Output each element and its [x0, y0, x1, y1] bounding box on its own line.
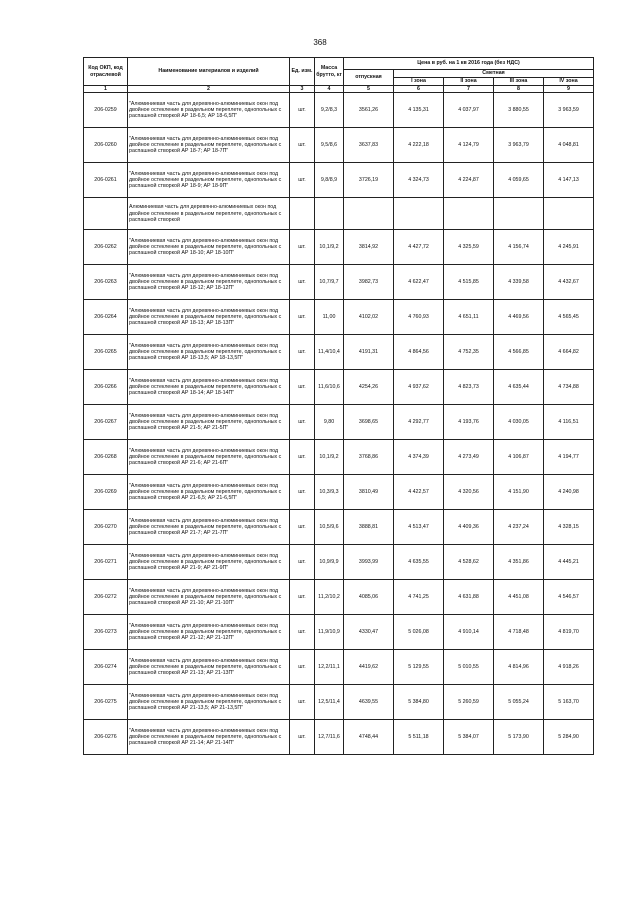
row-zone-1-price: 4 135,31 — [394, 93, 444, 128]
row-code: 206-0267 — [84, 405, 128, 440]
row-name: "Алюминиевая часть для деревянно-алюминиевых окон под двойное остекление в раздельном переплете, однопольных с распашной створкой АР 21-12; АР 21-12П" — [128, 615, 290, 650]
row-unit — [290, 198, 315, 230]
row-zone-1-price — [394, 198, 444, 230]
row-name: "Алюминиевая часть для деревянно-алюминиевых окон под двойное остекление в раздельном переплете, однопольных с распашной створкой АР 18-10; АР 18-10П" — [128, 230, 290, 265]
row-zone-4-price: 4 819,70 — [544, 615, 594, 650]
row-code: 206-0275 — [84, 685, 128, 720]
row-mass: 11,6/10,6 — [315, 370, 344, 405]
row-zone-1-price: 4 324,73 — [394, 163, 444, 198]
row-zone-1-price: 4 864,56 — [394, 335, 444, 370]
row-mass: 12,2/11,1 — [315, 650, 344, 685]
row-code: 206-0268 — [84, 440, 128, 475]
header-mass: Масса брутто, кг — [315, 58, 344, 86]
row-zone-4-price: 4 116,51 — [544, 405, 594, 440]
row-zone-3-price: 4 469,56 — [494, 300, 544, 335]
row-mass: 11,4/10,4 — [315, 335, 344, 370]
column-number-row — [84, 86, 594, 93]
row-zone-4-price: 4 432,67 — [544, 265, 594, 300]
table-row — [84, 650, 594, 685]
table-row — [84, 335, 594, 370]
row-unit: шт. — [290, 230, 315, 265]
row-name: "Алюминиевая часть для деревянно-алюминиевых окон под двойное остекление в раздельном переплете, однопольных с распашной створкой АР 21-9; АР 21-9П" — [128, 545, 290, 580]
row-name: "Алюминиевая часть для деревянно-алюминиевых окон под двойное остекление в раздельном переплете, однопольных с распашной створкой АР 21-6; АР 21-6П" — [128, 440, 290, 475]
header-estimate: Сметная — [394, 70, 594, 78]
header-price-title: Цена в руб. на 1 кв 2016 года (без НДС) — [344, 58, 594, 70]
row-name: "Алюминиевая часть для деревянно-алюминиевых окон под двойное остекление в раздельном переплете, однопольных с распашной створкой АР 18-9; АР 18-9П" — [128, 163, 290, 198]
row-unit: шт. — [290, 300, 315, 335]
page-number: 368 — [313, 38, 327, 47]
row-zone-1-price: 5 026,08 — [394, 615, 444, 650]
row-zone-2-price: 4 193,76 — [444, 405, 494, 440]
row-zone-3-price: 4 237,24 — [494, 510, 544, 545]
row-name: "Алюминиевая часть для деревянно-алюминиевых окон под двойное остекление в раздельном переплете, однопольных с распашной створкой АР 18-7; АР 18-7П" — [128, 128, 290, 163]
row-release-price: 4102,02 — [344, 300, 394, 335]
row-zone-1-price: 4 635,55 — [394, 545, 444, 580]
header-code: Код ОКП, код отраслевой — [84, 58, 128, 86]
row-unit: шт. — [290, 685, 315, 720]
row-zone-2-price: 4 037,97 — [444, 93, 494, 128]
row-unit: шт. — [290, 93, 315, 128]
table-row — [84, 685, 594, 720]
table-row — [84, 580, 594, 615]
row-zone-1-price: 4 374,39 — [394, 440, 444, 475]
row-code: 206-0271 — [84, 545, 128, 580]
row-release-price: 4085,06 — [344, 580, 394, 615]
table-row — [84, 300, 594, 335]
row-zone-4-price: 4 194,77 — [544, 440, 594, 475]
row-mass: 10,7/9,7 — [315, 265, 344, 300]
row-zone-3-price: 4 339,58 — [494, 265, 544, 300]
header-zone-3: III зона — [494, 78, 544, 86]
row-release-price: 3561,26 — [344, 93, 394, 128]
row-zone-3-price — [494, 198, 544, 230]
row-zone-3-price: 4 814,96 — [494, 650, 544, 685]
row-name: "Алюминиевая часть для деревянно-алюминиевых окон под двойное остекление в раздельном переплете, однопольных с распашной створкой АР 21-14; АР 21-14П" — [128, 720, 290, 755]
row-zone-3-price: 3 963,79 — [494, 128, 544, 163]
header-zone-4: IV зона — [544, 78, 594, 86]
row-zone-2-price: 4 124,79 — [444, 128, 494, 163]
row-mass: 10,9/9,9 — [315, 545, 344, 580]
row-code: 206-0276 — [84, 720, 128, 755]
row-unit: шт. — [290, 370, 315, 405]
row-name: "Алюминиевая часть для деревянно-алюминиевых окон под двойное остекление в раздельном переплете, однопольных с распашной створкой АР 18-12; АР 18-12П" — [128, 265, 290, 300]
row-zone-2-price: 5 010,55 — [444, 650, 494, 685]
row-zone-2-price: 4 320,56 — [444, 475, 494, 510]
row-code: 206-0263 — [84, 265, 128, 300]
row-release-price: 3982,73 — [344, 265, 394, 300]
row-zone-3-price: 4 451,08 — [494, 580, 544, 615]
row-unit: шт. — [290, 475, 315, 510]
column-number: 1 — [84, 86, 128, 93]
row-zone-4-price: 4 328,15 — [544, 510, 594, 545]
row-unit: шт. — [290, 163, 315, 198]
row-mass: 9,5/8,6 — [315, 128, 344, 163]
row-unit: шт. — [290, 265, 315, 300]
row-release-price — [344, 198, 394, 230]
table-row — [84, 510, 594, 545]
row-zone-2-price: 4 409,36 — [444, 510, 494, 545]
row-code: 206-0266 — [84, 370, 128, 405]
table-row — [84, 720, 594, 755]
row-code: 206-0270 — [84, 510, 128, 545]
row-zone-2-price: 4 515,85 — [444, 265, 494, 300]
row-name: "Алюминиевая часть для деревянно-алюминиевых окон под двойное остекление в раздельном переплете, однопольных с распашной створкой АР 21-13; АР 21-13П" — [128, 650, 290, 685]
row-zone-3-price: 4 106,87 — [494, 440, 544, 475]
row-zone-2-price: 4 528,62 — [444, 545, 494, 580]
row-zone-4-price: 4 147,13 — [544, 163, 594, 198]
row-zone-4-price: 3 963,59 — [544, 93, 594, 128]
table-row — [84, 440, 594, 475]
row-code: 206-0260 — [84, 128, 128, 163]
table-row — [84, 128, 594, 163]
row-mass: 9,2/8,3 — [315, 93, 344, 128]
row-release-price: 3698,65 — [344, 405, 394, 440]
row-zone-1-price: 5 511,18 — [394, 720, 444, 755]
table-row — [84, 615, 594, 650]
row-name: "Алюминиевая часть для деревянно-алюминиевых окон под двойное остекление в раздельном переплете, однопольных с распашной створкой АР 21-7; АР 21-7П" — [128, 510, 290, 545]
table-row — [84, 475, 594, 510]
row-zone-2-price: 4 325,59 — [444, 230, 494, 265]
row-zone-2-price: 5 260,59 — [444, 685, 494, 720]
row-release-price: 4748,44 — [344, 720, 394, 755]
row-zone-4-price: 4 918,26 — [544, 650, 594, 685]
row-zone-3-price: 4 351,86 — [494, 545, 544, 580]
row-name: "Алюминиевая часть для деревянно-алюминиевых окон под двойное остекление в раздельном переплете, однопольных с распашной створкой АР 18-13; АР 18-13П" — [128, 300, 290, 335]
row-name: "Алюминиевая часть для деревянно-алюминиевых окон под двойное остекление в раздельном переплете, однопольных с распашной створкой АР 18-14; АР 18-14П" — [128, 370, 290, 405]
row-zone-1-price: 4 422,57 — [394, 475, 444, 510]
table-row — [84, 370, 594, 405]
group-note: Алюминиевая часть для деревянно-алюминиевых окон под двойное остекление в раздельном переплете, однопольных с распашной створкой — [128, 198, 290, 230]
row-zone-1-price: 4 292,77 — [394, 405, 444, 440]
row-zone-4-price: 4 445,21 — [544, 545, 594, 580]
row-mass: 10,1/9,2 — [315, 440, 344, 475]
row-release-price: 4639,55 — [344, 685, 394, 720]
row-zone-3-price: 3 880,55 — [494, 93, 544, 128]
table-row — [84, 545, 594, 580]
row-zone-1-price: 5 129,55 — [394, 650, 444, 685]
row-mass — [315, 198, 344, 230]
row-zone-2-price: 4 752,35 — [444, 335, 494, 370]
column-number: 8 — [494, 86, 544, 93]
row-zone-1-price: 4 760,93 — [394, 300, 444, 335]
row-zone-2-price: 4 224,87 — [444, 163, 494, 198]
row-mass: 10,3/9,3 — [315, 475, 344, 510]
row-name: "Алюминиевая часть для деревянно-алюминиевых окон под двойное остекление в раздельном переплете, однопольных с распашной створкой АР 21-10; АР 21-10П" — [128, 580, 290, 615]
row-mass: 10,1/9,2 — [315, 230, 344, 265]
row-zone-2-price: 4 273,49 — [444, 440, 494, 475]
table-row — [84, 405, 594, 440]
row-mass: 11,2/10,2 — [315, 580, 344, 615]
row-zone-4-price: 4 048,81 — [544, 128, 594, 163]
row-unit: шт. — [290, 440, 315, 475]
row-code: 206-0269 — [84, 475, 128, 510]
row-release-price: 3637,83 — [344, 128, 394, 163]
row-unit: шт. — [290, 545, 315, 580]
row-release-price: 3810,49 — [344, 475, 394, 510]
row-code: 206-0264 — [84, 300, 128, 335]
row-zone-2-price: 4 651,11 — [444, 300, 494, 335]
row-zone-2-price: 5 384,07 — [444, 720, 494, 755]
row-zone-1-price: 5 384,80 — [394, 685, 444, 720]
row-name: "Алюминиевая часть для деревянно-алюминиевых окон под двойное остекление в раздельном переплете, однопольных с распашной створкой АР 18-13,5; АР 18-13,5П" — [128, 335, 290, 370]
row-unit: шт. — [290, 615, 315, 650]
header-unit: Ед. изм. — [290, 58, 315, 86]
row-zone-3-price: 4 635,44 — [494, 370, 544, 405]
column-number: 7 — [444, 86, 494, 93]
column-number: 3 — [290, 86, 315, 93]
row-zone-1-price: 4 427,72 — [394, 230, 444, 265]
row-code — [84, 198, 128, 230]
row-release-price: 4330,47 — [344, 615, 394, 650]
row-zone-3-price: 4 566,85 — [494, 335, 544, 370]
row-mass: 10,5/9,6 — [315, 510, 344, 545]
row-code: 206-0272 — [84, 580, 128, 615]
column-number: 9 — [544, 86, 594, 93]
column-number: 4 — [315, 86, 344, 93]
table-row — [84, 93, 594, 128]
row-zone-3-price: 5 173,90 — [494, 720, 544, 755]
row-zone-1-price: 4 513,47 — [394, 510, 444, 545]
table-row — [84, 265, 594, 300]
row-release-price: 3888,81 — [344, 510, 394, 545]
row-unit: шт. — [290, 720, 315, 755]
row-zone-2-price — [444, 198, 494, 230]
row-unit: шт. — [290, 128, 315, 163]
row-zone-1-price: 4 222,18 — [394, 128, 444, 163]
table-row — [84, 230, 594, 265]
row-zone-4-price: 4 565,45 — [544, 300, 594, 335]
row-mass: 12,5/11,4 — [315, 685, 344, 720]
row-code: 206-0262 — [84, 230, 128, 265]
row-unit: шт. — [290, 510, 315, 545]
row-zone-3-price: 4 156,74 — [494, 230, 544, 265]
row-zone-2-price: 4 631,88 — [444, 580, 494, 615]
row-zone-4-price: 4 664,82 — [544, 335, 594, 370]
row-unit: шт. — [290, 335, 315, 370]
row-release-price: 3726,19 — [344, 163, 394, 198]
header-zone-1: I зона — [394, 78, 444, 86]
row-zone-4-price: 4 240,98 — [544, 475, 594, 510]
header-zone-2: II зона — [444, 78, 494, 86]
header-release: отпускная — [344, 70, 394, 86]
row-code: 206-0265 — [84, 335, 128, 370]
group-note-row — [84, 198, 594, 230]
row-name: "Алюминиевая часть для деревянно-алюминиевых окон под двойное остекление в раздельном переплете, однопольных с распашной створкой АР 21-5; АР 21-5П" — [128, 405, 290, 440]
table-row — [84, 163, 594, 198]
row-mass: 12,7/11,6 — [315, 720, 344, 755]
row-zone-4-price: 5 284,90 — [544, 720, 594, 755]
row-code: 206-0261 — [84, 163, 128, 198]
row-release-price: 4254,26 — [344, 370, 394, 405]
row-code: 206-0274 — [84, 650, 128, 685]
row-unit: шт. — [290, 580, 315, 615]
row-zone-3-price: 4 059,65 — [494, 163, 544, 198]
row-zone-1-price: 4 937,62 — [394, 370, 444, 405]
row-zone-2-price: 4 823,73 — [444, 370, 494, 405]
row-zone-3-price: 4 030,05 — [494, 405, 544, 440]
header-row-1 — [84, 58, 594, 70]
column-number: 2 — [128, 86, 290, 93]
row-mass: 9,8/8,9 — [315, 163, 344, 198]
row-code: 206-0273 — [84, 615, 128, 650]
price-table — [83, 57, 594, 755]
row-mass: 9,80 — [315, 405, 344, 440]
row-release-price: 4191,31 — [344, 335, 394, 370]
row-name: "Алюминиевая часть для деревянно-алюминиевых окон под двойное остекление в раздельном переплете, однопольных с распашной створкой АР 21-6,5; АР 21-6,5П" — [128, 475, 290, 510]
column-number: 5 — [344, 86, 394, 93]
row-zone-1-price: 4 622,47 — [394, 265, 444, 300]
row-zone-1-price: 4 741,25 — [394, 580, 444, 615]
row-code: 206-0259 — [84, 93, 128, 128]
row-release-price: 3993,99 — [344, 545, 394, 580]
row-unit: шт. — [290, 405, 315, 440]
row-zone-4-price: 4 546,57 — [544, 580, 594, 615]
row-release-price: 3814,92 — [344, 230, 394, 265]
row-mass: 11,00 — [315, 300, 344, 335]
row-release-price: 3768,86 — [344, 440, 394, 475]
row-zone-3-price: 4 718,48 — [494, 615, 544, 650]
row-zone-3-price: 5 055,24 — [494, 685, 544, 720]
row-zone-2-price: 4 910,14 — [444, 615, 494, 650]
row-zone-4-price: 5 163,70 — [544, 685, 594, 720]
row-name: "Алюминиевая часть для деревянно-алюминиевых окон под двойное остекление в раздельном переплете, однопольных с распашной створкой АР 21-13,5; АР 21-13,5П" — [128, 685, 290, 720]
row-zone-3-price: 4 151,90 — [494, 475, 544, 510]
row-release-price: 4419,62 — [344, 650, 394, 685]
column-number: 6 — [394, 86, 444, 93]
row-zone-4-price — [544, 198, 594, 230]
row-zone-4-price: 4 245,91 — [544, 230, 594, 265]
row-zone-4-price: 4 734,88 — [544, 370, 594, 405]
row-name: "Алюминиевая часть для деревянно-алюминиевых окон под двойное остекление в раздельном переплете, однопольных с распашной створкой АР 18-6,5; АР 18-6,5П" — [128, 93, 290, 128]
header-name: Наименование материалов и изделий — [128, 58, 290, 86]
row-mass: 11,9/10,9 — [315, 615, 344, 650]
row-unit: шт. — [290, 650, 315, 685]
